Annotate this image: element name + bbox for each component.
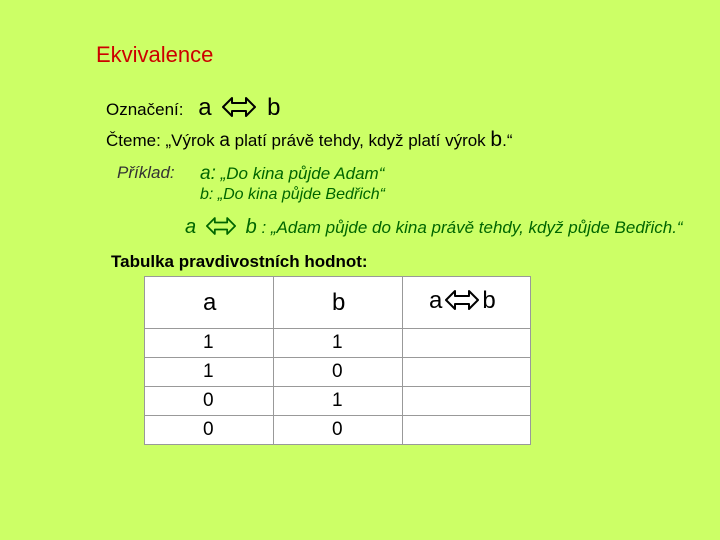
cell-b: 0 (274, 358, 403, 387)
double-arrow-icon (445, 289, 479, 318)
example-equivalence (185, 216, 683, 241)
table-heading: Tabulka pravdivostních hodnot: (111, 252, 368, 271)
cell-b: 0 (274, 416, 403, 445)
table-row (145, 387, 531, 416)
cell-b: 1 (274, 387, 403, 416)
cell-result (403, 329, 531, 358)
notation-label: Označení: (106, 100, 184, 119)
example-a (200, 163, 384, 185)
cell-a: 1 (145, 329, 274, 358)
example-ab-text: : „Adam půjde do kina právě tehdy, když půjde Bedřich.“ (256, 218, 683, 237)
example-b (200, 186, 385, 204)
cell-b: 1 (274, 329, 403, 358)
cell-result (403, 358, 531, 387)
cell-result (403, 416, 531, 445)
double-arrow-icon (206, 216, 236, 241)
reading-b: b (490, 128, 503, 151)
cell-a: 0 (145, 416, 274, 445)
table-row (145, 358, 531, 387)
reading-suffix: .“ (502, 131, 513, 150)
truth-table (144, 276, 531, 445)
reading-line (106, 128, 513, 152)
header-a: a (145, 277, 274, 329)
reading-prefix: Čteme: „Výrok (106, 131, 220, 150)
table-row (145, 329, 531, 358)
example-ab-left: a (185, 216, 197, 238)
page-title: Ekvivalence (96, 42, 214, 67)
double-arrow-icon (222, 96, 256, 123)
example-label: Příklad: (117, 163, 175, 182)
table-row (145, 416, 531, 445)
cell-a: 1 (145, 358, 274, 387)
table-header-row (145, 277, 531, 329)
header-result-b: b (482, 287, 496, 314)
example-a-text: „Do kina půjde Adam“ (215, 164, 385, 183)
cell-result (403, 387, 531, 416)
notation-line (106, 94, 280, 123)
reading-middle: platí právě tehdy, když platí výrok (229, 131, 491, 150)
notation-b: b (267, 94, 281, 121)
reading-a: a (219, 130, 230, 151)
cell-a: 0 (145, 387, 274, 416)
header-result (403, 277, 531, 329)
example-ab-right: b (245, 216, 257, 238)
header-b: b (274, 277, 403, 329)
example-a-name: a: (200, 163, 216, 184)
example-b-name: b: (200, 186, 214, 203)
header-result-a: a (429, 287, 443, 314)
example-b-text: „Do kina půjde Bedřich“ (213, 186, 385, 203)
notation-a: a (198, 94, 212, 121)
